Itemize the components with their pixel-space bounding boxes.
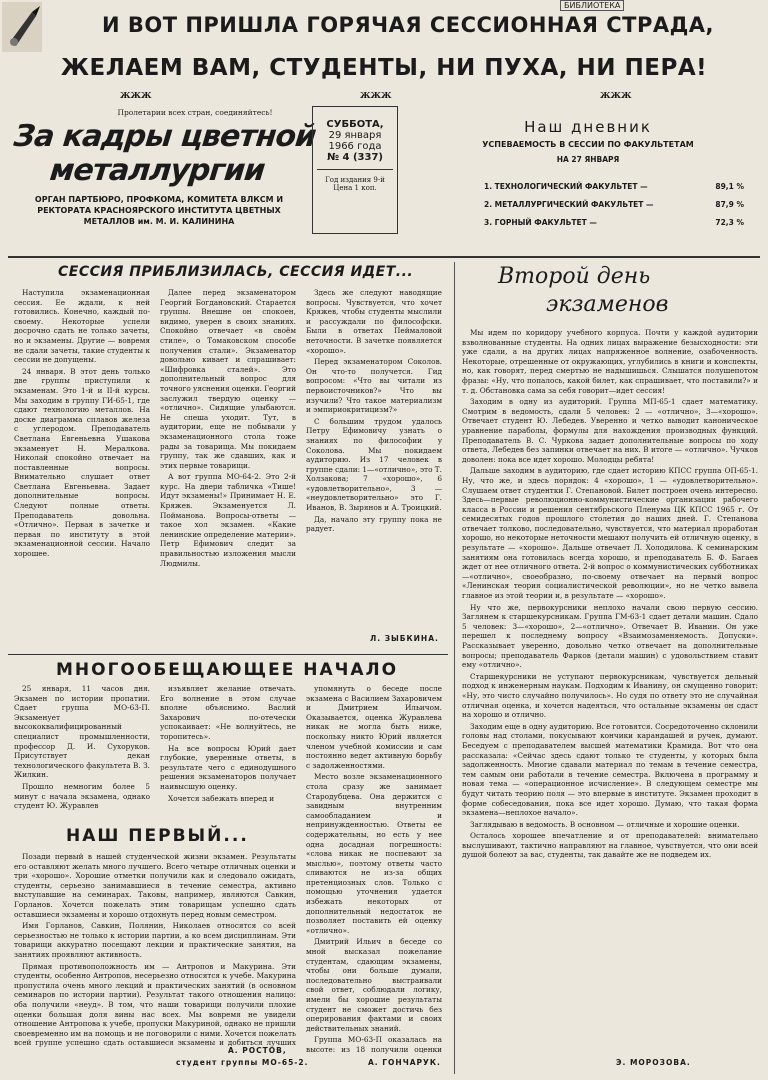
banner-stars-left: ЖЖЖ bbox=[120, 90, 152, 100]
issue-number: № 4 (337) bbox=[327, 152, 383, 163]
banner-stars-right: ЖЖЖ bbox=[600, 90, 632, 100]
article4-signature: Э. МОРОЗОВА. bbox=[616, 1058, 691, 1067]
banner-line-2: ЖЕЛАЕМ ВАМ, СТУДЕНТЫ, НИ ПУХА, НИ ПЕРА! bbox=[60, 55, 708, 81]
article4-title-1: Второй день bbox=[498, 264, 651, 289]
issue-edition: Год издания 9-й bbox=[325, 176, 385, 184]
article1-signature: Л. ЗЫБКИНА. bbox=[370, 634, 439, 643]
article2-col1: 25 января, 11 часов дня. Экзамен по истории пропатии. Сдает группа МО-63-П. Экзаменует высококвалифицированный специалист промышленности, профессор Д. И. Сухоруков. Присутствует декан технологического факультета В. З. Жилкин. Прошло немногим более 5 минут с начала экзамена, однако студент Ю. Журавлев bbox=[14, 684, 150, 811]
column-divider bbox=[454, 262, 455, 1074]
article2-rule-top bbox=[8, 654, 448, 655]
diary-title: Наш дневник bbox=[524, 118, 652, 136]
article2-signature: А. ГОНЧАРУК. bbox=[368, 1058, 441, 1067]
article2-col3: упомянуть о беседе после экзамена с Василием Захаровичем и Дмитрием Ильичом. Оказывается, оценка Журавлева никак не могла быть ниже, поскольку никто Юрий является членом учебной комиссии и сам постоянно ведет активную борьбу с задолженностями. Место возле экзаменационного стола сразу же занимает Стародубцева. Она держится с завидным внутренним самообладанием и непринужденностью. Ответы ее содержательны, но есть у нее одна досадная погрешность: «слова никак не поспевают за мыслью», поэтому ответы часто сливаются не из-за общих претенциозных слов. Только с помощью уточнения удается избежать некоторых от дополнительный недостаток не позволяет поставить ей оценку «отлично». Дмитрий Ильич в беседе со мной высказал пожелание студентам, сдающим экзамены, чтобы они больше думали, последовательно выстраивали свой ответ, соблюдали логику, имели бы хорошие результаты студент не сможет достичь без оперирования фактами и своих действительных знаний. Группа МО-63-П оказалась на высоте: из 18 получили оценки bbox=[306, 684, 442, 1054]
banner-line-1: И ВОТ ПРИШЛА ГОРЯЧАЯ СЕССИОННАЯ СТРАДА, bbox=[101, 13, 715, 37]
masthead-title-2: металлургии bbox=[48, 153, 267, 188]
banner-stars-center: ЖЖЖ bbox=[360, 90, 392, 100]
article3-signature-group: студент группы МО-65-2. bbox=[176, 1058, 309, 1067]
masthead-organ: ОРГАН ПАРТБЮРО, ПРОФКОМА, КОМИТЕТА ВЛКСМ И РЕКТОРАТА КРАСНОЯРСКОГО ИНСТИТУТА ЦВЕТНЫХ МЕТАЛЛОВ им. М. И. КАЛИНИНА bbox=[34, 195, 284, 226]
diary-box bbox=[418, 106, 758, 232]
article3-signature-name: А. РОСТОВ, bbox=[228, 1046, 287, 1055]
issue-date: 29 января bbox=[328, 130, 382, 141]
issue-box bbox=[312, 106, 398, 234]
article4-body: Мы идем по коридору учебного корпуса. Почти у каждой аудитории взволнованные студенты. На одних лицах выражение безысходности: эти уже сдали, а на других лицах напряженное волнение, озабоченность. Некоторые, отрешенные от окружающих, углубились в книги и конспекты, но, как говорят, перед смертью не надышишься. Слышатся полушепотом фразы: «Ну, что попалось, какой билет, как спрашивает, что поставили?» и т. д. Обстановка сама за себя говорит—идет сессия! Заходим в одну из аудиторий. Группа МП-65-1 сдает математику. Смотрим в ведомость, сдали 5 человек: 2 — «отлично», 3—«хорошо». Отвечает студент Ю. Лебедев. Уверенно и четко выводит каноническое уравнение параболы, формулы для нахождения производных функций. Преподаватель В. С. Чуркова задает дополнительные вопросы по ходу ответа, Лебедев без запинки отвечает на них. В итоге — «отлично». Чучков доволен: пока все идет хорошо. Молодцы ребята! Дальше заходим в аудиторию, где сдает историю КПСС группа ОП-65-1. Ну, что же, и здесь порядок: 4 «хорошо», 1 — «удовлетворительно». Слушаем ответ студентки Г. Степановой. Билет построен очень интересно. Здесь—первые революционно-коммунистические организации рабочего класса в России и решения сентябрьского Пленума ЦК КПСС 1965 г. От семидесятых годов прошлого столетия до наших дней. Г. Степанова отвечает толково, последовательно, чувствуется, что материал проработан хорошо, но некоторые неточности мешают получить ей отличную оценку, в результате — «хорошо». Дальше отвечает Л. Холодилова. К семинарским занятиям она готовилась всегда хорошо, и преподаватель Б. Ф. Багаев ждет от нее отличного ответа. 2-й вопрос о коммунистических субботниках—«отлично», своеобразно, по-своему отвечает на первый вопрос «Ленинская теория социалистической революции», но не четко вывела главное из этой теории и, в результате — «хорошо». Ну что же, первокурсники неплохо начали свою первую сессию. Заглянем к старшекурсникам. Группа ГМ-63-1 сдает детали машин. Сдало 5 человек: 3—«хорошо», 2—«отлично». Отвечает В. Иванин. Он уже перешел к последнему вопросу «Взаимозаменяемость. Допуски». Рассказывает уверенно, довольно четко отвечает на дополнительные вопросы; преподаватель Фарков (детали машин) с удовольствием ставит ему «отлично». Старшекурсники не уступают первокурсникам, чувствуется дельный подход к инженерным наукам. Подходим к Иванину, он смущенно говорит: «Ну, это чисто случайно получилось». Но судя по ответу это не случайная отличная оценка, и хочется надеяться, что остальные экзамены он сдаст на хорошо и отлично. Заходим еще в одну аудиторию. Все готовятся. Сосредоточенно склонили головы над столами, покусывают кончики карандашей и ручек, думают. Беседуем с преподавателем высшей математики Крамида. Вот что она рассказала: «Сейчас здесь сдают только те студенты, у которых была задолженность. Многие сдавали материал по темам в течение семестра, тем самым они работали в течение семестра. Включена в программу и новая тема — «операционное исчисление». В следующем семестре мы будут читать теорию поля — это впервые в институте. Экзамен проходит в форме собеседования, пока все идет хорошо. Думаю, что такая форма экзамена—неплохое начало». Заглядываю в ведомость. В основном — отличные и хорошие оценки. Осталось хорошее впечатление и от преподавателей: внимательно выслушивают, тактично направляют на главное, чувствуется, что они всей душой болеют за вас, студенты, так давайте же не подведем их. bbox=[462, 328, 758, 860]
diary-subtitle: УСПЕВАЕМОСТЬ В СЕССИИ ПО ФАКУЛЬТЕТАМ bbox=[482, 140, 694, 149]
diary-row: 3. ГОРНЫЙ ФАКУЛЬТЕТ — 72,3 % bbox=[484, 218, 744, 227]
issue-year: 1966 года bbox=[328, 141, 382, 152]
article3-title: НАШ ПЕРВЫЙ... bbox=[66, 826, 249, 846]
masthead-motto: Пролетарии всех стран, соединяйтесь! bbox=[117, 108, 273, 117]
diary-date: НА 27 ЯНВАРЯ bbox=[556, 155, 620, 164]
article2-col2: изъявляет желание отвечать. Его волнение в этом случае вполне объяснимо. Васлий Захарович по-отечески успокаивает: «Не волнуйтесь, не торопитесь». На все вопросы Юрий дает глубокие, уверенные ответы, в результате чего с единодушного решения экзаменаторов получает наивысшую оценку. Хочется забежать вперед и bbox=[160, 684, 296, 803]
masthead-title-1: За кадры цветной bbox=[12, 119, 318, 154]
issue-day: СУББОТА, bbox=[326, 119, 384, 130]
diary-row: 1. ТЕХНОЛОГИЧЕСКИЙ ФАКУЛЬТЕТ — 89,1 % bbox=[484, 182, 744, 191]
article4-title-2: экзаменов bbox=[546, 292, 669, 317]
article1-col2: Далее перед экзаменатором Георгий Богдановский. Старается группы. Внешне он спокоен, видимо, уверен в своих знаниях. Спокойно отвечает «в своём стиле», о Томаковском способе получения стали». Экзаменатор довольно кивает и спрашивает: «Шифровка сталей». Это дополнительный вопрос для точного уяснения оценки. Георгий заслужил твердую оценку — «отлично». Сидящие улыбаются. Не спеша уходит. Тут, в аудитории, еще не побывали у экзаменационного стола тоже рады за товарища. Мы покидаем группу, так же сдавших, как и этих первые товарищи. А вот группа МО-64-2. Это 2-й курс. На двери табличка «Тише! Идут экзамены!» Принимает Н. Е. Кряжев. Экзаменуется Л. Пойманова. Вопросы-ответы — такое хол экзамен. «Какие ленинские определение материи». Петр Ефимович следит за правильностью изложения мысли Людмилы. bbox=[160, 288, 296, 568]
article2-title: МНОГООБЕЩАЮЩЕЕ НАЧАЛО bbox=[56, 660, 399, 680]
article1-col1: Наступила экзаменационная сессия. Ее ждали, к ней готовились. Конечно, каждый по-своему. Некоторые успели досрочно сдать не только зачеты, но и экзамены. Другие — вовремя не сдали зачеты, такие студенты к сессии не допущены. 24 января. В этот день только две группы приступили к экзаменам. Это 1-й и II-й курсы. Мы заходим в группу ГИ-65-1, где сдают технологию металлов. На доске диаграмма сплавов железа с углеродом. Преподаватель Светлана Евгеньевна Ушакова экзаменует Н. Мералкова. Николай спокойно отвечает на поставленные вопросы. Внимательно слушает ответ Светлана Евгеньевна. Задает дополнительные вопросы. Следуют полные ответы. Преподаватель довольна. «Отлично». Первая в зачетке и первая по институту в этой экзаменационной сессии. Начало хорошее. bbox=[14, 288, 150, 559]
library-stamp: БИБЛИОТЕКА bbox=[560, 0, 624, 11]
issue-price: Цена 1 коп. bbox=[333, 184, 377, 192]
rocket-emblem bbox=[2, 2, 42, 52]
article1-title: СЕССИЯ ПРИБЛИЗИЛАСЬ, СЕССИЯ ИДЕТ... bbox=[58, 264, 414, 280]
masthead-rule bbox=[8, 256, 760, 258]
diary-row: 2. МЕТАЛЛУРГИЧЕСКИЙ ФАКУЛЬТЕТ — 87,9 % bbox=[484, 200, 744, 209]
article3-body: Позади первый в нашей студенческой жизни экзамен. Результаты его оставляют желать много лучшего. Всего четыре отличных оценки и три «хорошо». Хорошие отметки получили как и следовало ожидать, студенты, серьезно занимавшиеся в течение семестра, активно выступавшие на семинарах. Таковы, например, являются Савкин, Горланов. Хочется пожелать этим товарищам успешно сдать оставшиеся экзамены и хорошо отдохнуть перед новым семестром. Имя Горланов, Савкин, Полянин, Николаев относятся со всей серьезностью не только к истории партии, а ко всем дисциплинам. Эти товарищи аккуратно посещают лекции и практические занятия, на занятиях проявляют активность. Прямая противоположность им — Антропов и Макурина. Эти студенты, особенно Антропов, несерьезно относятся к учебе. Макурина пропустила очень много лекций и практических занятий (в основном семинаров по истории партии). Результат такого отношения налицо: оба получили «неуд». В том, что наши товарищи получили плохие оценки большая доля вины нас всех. Мы вовремя не увидели отношение Антропова к учебе, пропуски Макуриной, однако не пришли своевременно им на помощь и не поговорили с ними. Хочется пожелать всей группе успешно сдать оставшиеся экзамены и добиться лучших bbox=[14, 852, 296, 1048]
article1-col3: Здесь же следуют наводящие вопросы. Чувствуется, что хочет Кряжев, чтобы студенты мыслили и рассуждали по философски. Были в ответах Пеймаловой неточности. В зачетке появляется «хорошо». Перед экзаменатором Соколов. Он что-то получется. Гид вопросом: «Что вы читали из первоисточников?» Что вы изучили? Что такое материализм и эмпириокритицизм?» С большим трудом удалось Петру Ефимовичу узнать о знаниях по философии у Соколова. Мы покидаем аудиторию. Из 17 человек в группе сдали: 1—«отлично», это Т. Холзакова; 7 «хорошо», 6 «удовлетворительно», 3 — «неудовлетворительно» это Г. Иванов, В. Зырянов и А. Троицкий. Да, начало эту группу пока не радует. bbox=[306, 288, 442, 534]
